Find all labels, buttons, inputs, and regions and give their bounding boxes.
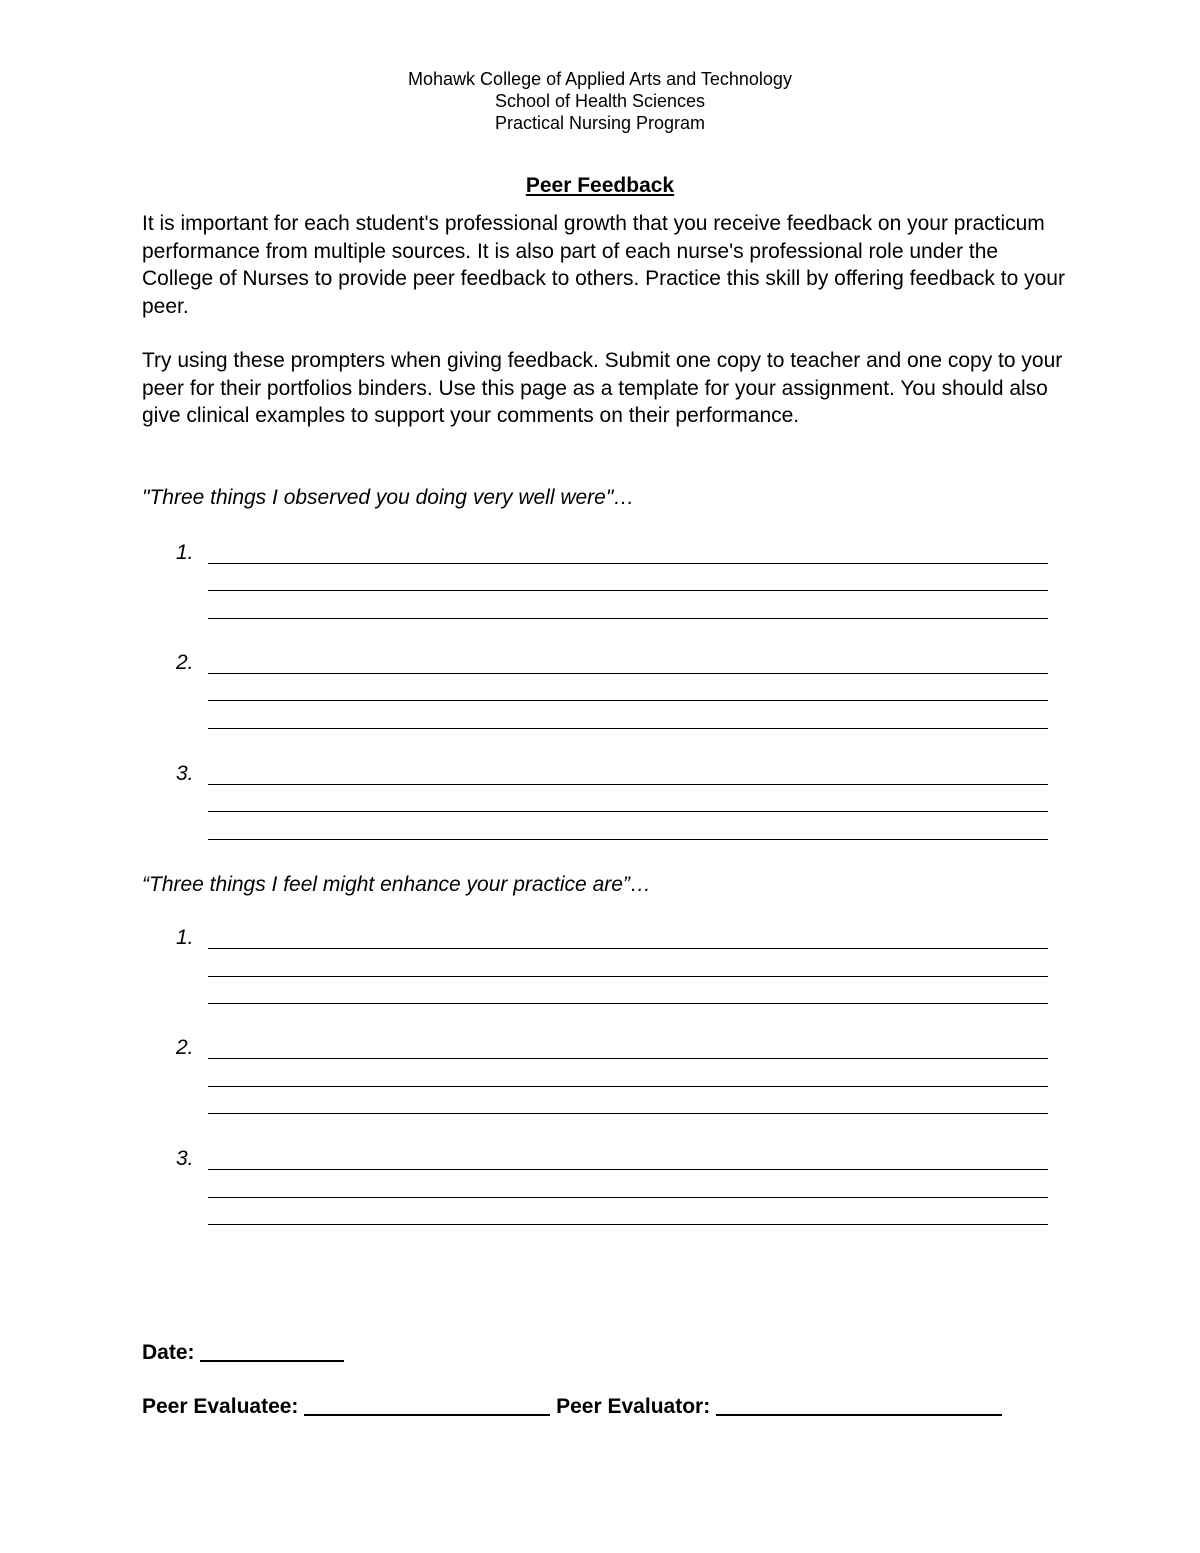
strengths-item-3-line-3[interactable] — [208, 839, 1048, 840]
improvements-item-2-line-2[interactable] — [208, 1086, 1048, 1087]
header-program: Practical Nursing Program — [494, 113, 706, 133]
strengths-item-number-1: 1. — [176, 541, 194, 564]
strengths-item-1-line-1[interactable] — [208, 563, 1048, 564]
improvements-item-1-line-1[interactable] — [208, 948, 1048, 949]
improvements-item-3-line-2[interactable] — [208, 1197, 1048, 1198]
date-field[interactable] — [200, 1360, 344, 1362]
strengths-item-3-line-1[interactable] — [208, 784, 1048, 785]
intro-paragraph-2: Try using these prompters when giving feedback. Submit one copy to teacher and one copy to your peer for their portfolios binders. Use this page as a template for your assignment. You should also give clinical examples to support your comments on their performance. — [142, 349, 1063, 427]
peer-evaluator-field[interactable] — [716, 1414, 1002, 1416]
header-school: School of Health Sciences — [494, 91, 706, 111]
strengths-item-2-line-1[interactable] — [208, 673, 1048, 674]
improvements-item-number-2: 2. — [176, 1036, 194, 1059]
intro-paragraph-1: It is important for each student's professional growth that you receive feedback on your practicum performance from multiple sources. It is also part of each nurse's professional role under the College of Nurses to provide peer feedback to others. Practice this skill by offering feedback to your peer. — [142, 212, 1065, 318]
header-college: Mohawk College of Applied Arts and Technology — [408, 69, 792, 89]
strengths-item-3-line-2[interactable] — [208, 811, 1048, 812]
improvements-item-number-3: 3. — [176, 1147, 194, 1170]
strengths-item-2-line-2[interactable] — [208, 700, 1048, 701]
strengths-item-number-3: 3. — [176, 762, 194, 785]
date-label: Date: — [142, 1341, 195, 1364]
peer-evaluator-label: Peer Evaluator: — [556, 1395, 711, 1418]
improvements-item-2-line-3[interactable] — [208, 1113, 1048, 1114]
improvements-item-2-line-1[interactable] — [208, 1058, 1048, 1059]
improvements-item-3-line-1[interactable] — [208, 1169, 1048, 1170]
improvements-item-3-line-3[interactable] — [208, 1224, 1048, 1225]
page-title: Peer Feedback — [525, 174, 675, 197]
strengths-item-2-line-3[interactable] — [208, 728, 1048, 729]
strengths-item-1-line-2[interactable] — [208, 590, 1048, 591]
date-row — [142, 1339, 344, 1367]
institution-header — [0, 68, 1200, 134]
improvements-prompt: “Three things I feel might enhance your practice are”… — [142, 873, 651, 896]
evaluation-names-row — [142, 1393, 1002, 1421]
improvements-item-number-1: 1. — [176, 926, 194, 949]
strengths-item-number-2: 2. — [176, 651, 194, 674]
strengths-prompt: "Three things I observed you doing very well were"… — [142, 486, 635, 509]
improvements-item-1-line-2[interactable] — [208, 976, 1048, 977]
peer-evaluatee-field[interactable] — [304, 1414, 550, 1416]
strengths-item-1-line-3[interactable] — [208, 618, 1048, 619]
peer-evaluatee-label: Peer Evaluatee: — [142, 1395, 299, 1418]
improvements-item-1-line-3[interactable] — [208, 1003, 1048, 1004]
